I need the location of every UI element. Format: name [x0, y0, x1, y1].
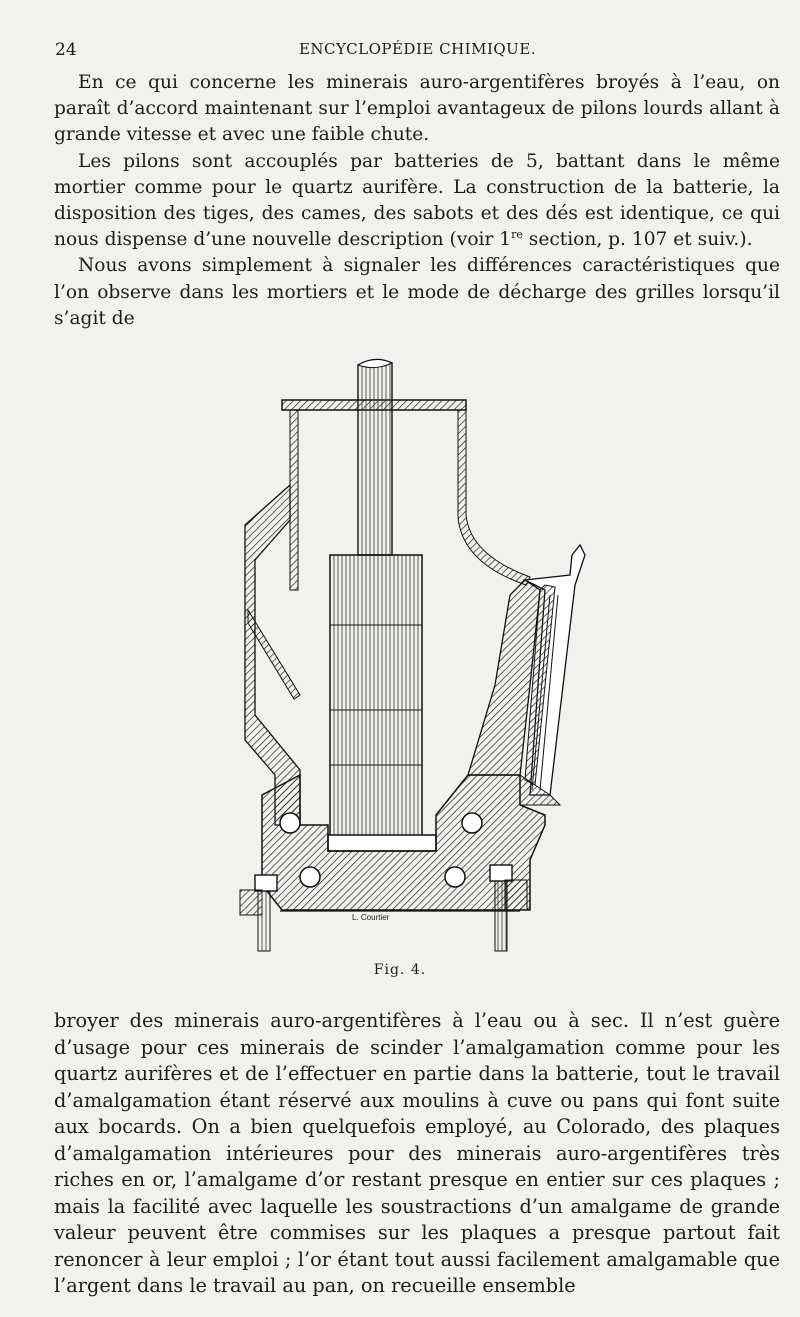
- paragraph-1: En ce qui concerne les minerais auro-argentifères broyés à l’eau, on paraît d’accord maintenant sur l’emploi avantageux de pilons lourds allant à grande vitesse et avec une faible chute.: [54, 72, 780, 146]
- page-header: [55, 40, 780, 66]
- running-head: ENCYCLOPÉDIE CHIMIQUE.: [298, 40, 537, 58]
- paragraph-2-tail: section, p. 107 et suiv.).: [522, 229, 753, 251]
- page-number: 24: [55, 40, 77, 60]
- top-text: [54, 70, 780, 332]
- bottom-text: [54, 1008, 780, 1300]
- mortar-figure: [200, 345, 620, 965]
- engraver-signature: L. Courtier: [352, 913, 390, 922]
- superscript: re: [511, 228, 523, 242]
- paragraph-4: broyer des minerais auro-argentifères à l’eau ou à sec. Il n’est guère d’usage pour ces minerais de scinder l’amalgamation comme pour les quartz aurifères et de l’effectuer en partie dans la batterie, tout le travail d’amalgamation étant réservé aux moulins à cuve ou pans qui font suite aux bocards. On a bien quelquefois employé, au Colorado, des plaques d’amalgamation intérieures pour des minerais auro-argentifères très riches en or, l’amalgame d’or restant presque en entier sur ces plaques ; mais la facilité avec laquelle les soustractions d’un amalgame de grande valeur peuvent être commises sur les plaques a presque partout fait renoncer à leur emploi ; l’or étant tout aussi facilement amalgamable que l’argent dans le travail au pan, on recueille ensemble: [54, 1009, 780, 1297]
- figure-caption: Fig. 4.: [373, 962, 427, 978]
- paragraph-2-text: Les pilons sont accouplés par batteries de 5, battant dans le même mortier comme pour le quartz aurifère. La construction de la batterie, la disposition des tiges, des cames, des sabots et des dés est identique, ce qui nous dispense d’une nouvelle description (voir 1: [54, 150, 780, 251]
- paragraph-2: [54, 149, 780, 254]
- mortar-illustration: [200, 345, 620, 965]
- paragraph-3: Nous avons simplement à signaler les différences caractéristiques que l’on observe dans les mortiers et le mode de décharge des grilles lorsqu’il s’agit de: [54, 255, 780, 329]
